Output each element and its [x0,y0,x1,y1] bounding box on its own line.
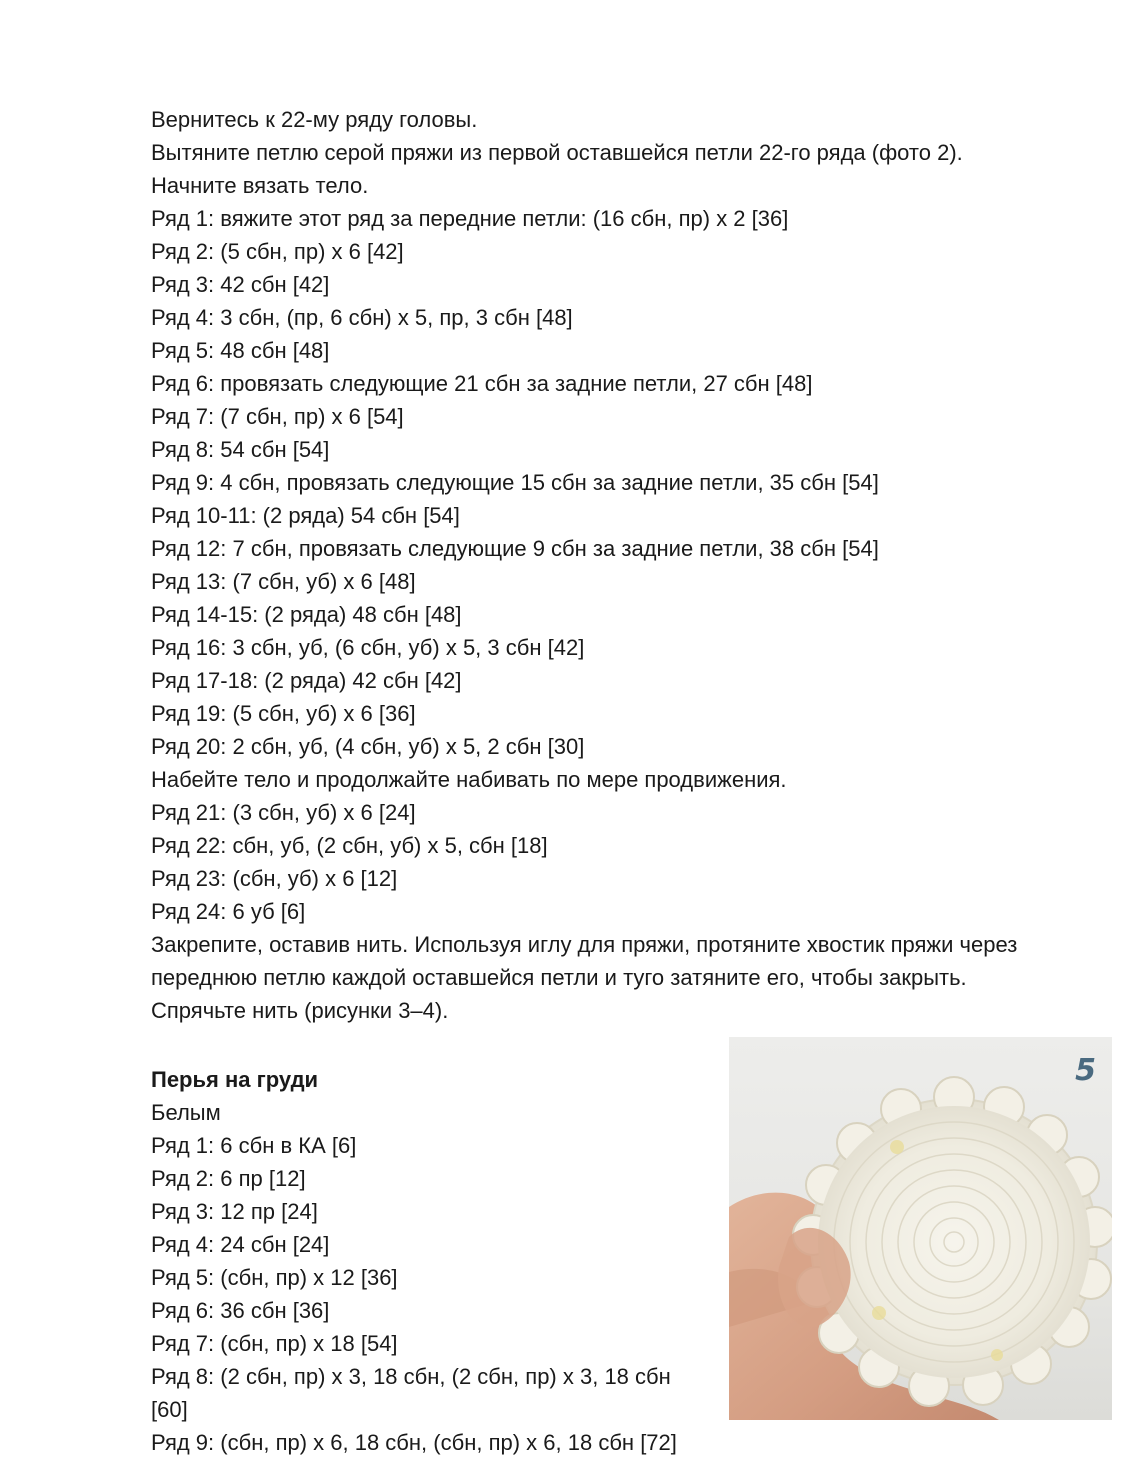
instruction-line: Ряд 24: 6 уб [6] [151,899,306,924]
crochet-circle-illustration [729,1037,1112,1420]
row-instruction: Ряд 8: (2 сбн, пр) х 3, 18 сбн, (2 сбн, пр) х 3, 18 сбн [60] [151,1364,671,1422]
instruction-line: Ряд 1: вяжите этот ряд за передние петли: (16 сбн, пр) х 2 [36] [151,206,789,231]
instruction-line: Вернитесь к 22-му ряду головы. [151,107,478,132]
row-instruction: Ряд 7: (сбн, пр) х 18 [54] [151,1331,398,1356]
instruction-line: Ряд 22: сбн, уб, (2 сбн, уб) х 5, сбн [18] [151,833,548,858]
instruction-line: Ряд 4: 3 сбн, (пр, 6 сбн) х 5, пр, 3 сбн [48] [151,305,573,330]
instruction-line: Ряд 12: 7 сбн, провязать следующие 9 сбн за задние петли, 38 сбн [54] [151,536,879,561]
row-instruction: Ряд 1: 6 сбн в КА [6] [151,1133,357,1158]
row-instruction: Ряд 2: 6 пр [12] [151,1166,306,1191]
instruction-line: Ряд 2: (5 сбн, пр) х 6 [42] [151,239,404,264]
yarn-color-note: Белым [151,1100,221,1125]
instruction-line: Ряд 10-11: (2 ряда) 54 сбн [54] [151,503,460,528]
instruction-line: Ряд 6: провязать следующие 21 сбн за задние петли, 27 сбн [48] [151,371,813,396]
row-instruction: Ряд 9: (сбн, пр) х 6, 18 сбн, (сбн, пр) х 6, 18 сбн [72] [151,1430,677,1455]
photo-number-label: 5 [1075,1053,1096,1088]
instruction-line: Ряд 20: 2 сбн, уб, (4 сбн, уб) х 5, 2 сбн [30] [151,734,585,759]
row-instruction: Ряд 4: 24 сбн [24] [151,1232,330,1257]
row-instruction: Ряд 5: (сбн, пр) х 12 [36] [151,1265,398,1290]
instruction-line: Набейте тело и продолжайте набивать по мере продвижения. [151,767,787,792]
instruction-line: Ряд 21: (3 сбн, уб) х 6 [24] [151,800,416,825]
instruction-line: Ряд 9: 4 сбн, провязать следующие 15 сбн за задние петли, 35 сбн [54] [151,470,879,495]
row-instruction: Ряд 3: 12 пр [24] [151,1199,318,1224]
section-title: Перья на груди [151,1067,319,1092]
instruction-line: Ряд 16: 3 сбн, уб, (6 сбн, уб) х 5, 3 сбн [42] [151,635,585,660]
row-instruction: Ряд 6: 36 сбн [36] [151,1298,330,1323]
instruction-line: Вытяните петлю серой пряжи из первой оставшейся петли 22-го ряда (фото 2). Начните вязать тело. [151,140,963,198]
crochet-photo [729,1037,1112,1420]
instruction-line: Ряд 8: 54 сбн [54] [151,437,330,462]
instruction-line: Ряд 23: (сбн, уб) х 6 [12] [151,866,398,891]
chest-feathers-section [151,1063,721,1459]
body-instructions [151,103,1081,1027]
instruction-line: Ряд 19: (5 сбн, уб) х 6 [36] [151,701,416,726]
instruction-line: Ряд 13: (7 сбн, уб) х 6 [48] [151,569,416,594]
instruction-line: Ряд 7: (7 сбн, пр) х 6 [54] [151,404,404,429]
instruction-line: Ряд 14-15: (2 ряда) 48 сбн [48] [151,602,462,627]
instruction-line: Ряд 5: 48 сбн [48] [151,338,330,363]
instruction-line: Ряд 3: 42 сбн [42] [151,272,330,297]
instruction-line: Ряд 17-18: (2 ряда) 42 сбн [42] [151,668,462,693]
instruction-line: Закрепите, оставив нить. Используя иглу для пряжи, протяните хвостик пряжи через переднюю петлю каждой оставшейся петли и туго затяните его, чтобы закрыть. Спрячьте нить (рисунки 3–4). [151,932,1018,1023]
